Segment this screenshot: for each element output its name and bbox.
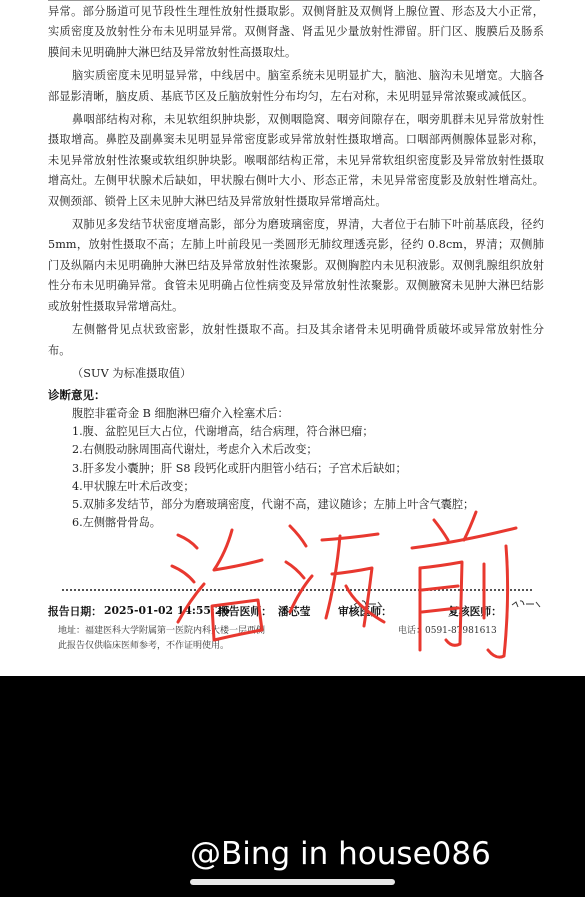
reviewer-signature	[352, 596, 386, 612]
suv-note: （SUV 为标准摄取值）	[72, 366, 192, 380]
report-doctor-label: 报告医师：	[218, 605, 272, 618]
findings-paragraph-abdomen: 异常。部分肠道可见节段性生理性放射性摄取影。双侧肾脏及双侧肾上腺位置、形态及大小正常，实质密度及放射性分布未见明显异常。双侧肾盏、肾盂见少量放射性滞留。肝门区、腹膜后及肠系膜间未见明确肿大淋巴结及异常放射性高摄取灶。	[48, 5, 544, 59]
hospital-address: 地址：福建医科大学附属第一医院内科大楼一层西侧	[58, 626, 266, 636]
report-disclaimer: 此报告仅供临床医师参考，不作证明使用。	[58, 641, 230, 651]
findings-paragraph-chest: 双肺见多发结节状密度增高影，部分为磨玻璃密度，界清，大者位于右肺下叶前基底段，径约 5mm，放射性摄取不高；左肺上叶前段见一类圆形无肺纹理透亮影，径约 0.8cm，界清；双侧肺门及纵隔内未见明确肿大淋巴结及异常放射性浓聚影。双侧胸腔内未见积液影。双侧乳腺组织放射性分布未见明确异常。食管未见明确占位性病变及异常放射性浓聚影。双侧腋窝未见肿大淋巴结影或放射性摄取异常增高灶。	[48, 218, 544, 313]
diagnosis-list	[72, 405, 532, 532]
report-date-value: 2025-01-02 14:55:26	[104, 604, 230, 617]
findings-paragraph-bone: 左侧髂骨见点状致密影，放射性摄取不高。扫及其余诸骨未见明确骨质破坏或异常放射性分布。	[48, 323, 544, 357]
diagnosis-item-4: 4.甲状腺左叶术后改变；	[72, 479, 195, 493]
diagnosis-item-6: 6.左侧髂骨骨岛。	[72, 516, 161, 530]
recheck-label: 复核医师：	[448, 605, 502, 618]
diagnosis-title: 诊断意见：	[48, 388, 106, 402]
watermark-text: @Bing⁠⁠ in house086	[190, 836, 491, 872]
hospital-phone: 电话：0591-87981613	[398, 626, 497, 636]
dotted-divider	[62, 589, 532, 591]
diagnosis-item-2: 2.右侧股动脉周围高代谢灶，考虑介入术后改变；	[72, 443, 318, 457]
report-date-label: 报告日期：	[48, 605, 102, 618]
findings-paragraph-brain: 脑实质密度未见明显异常，中线居中。脑室系统未见明显扩大，脑池、脑沟未见增宽。大脑各部显影清晰，脑皮质、基底节区及丘脑放射性分布均匀，左右对称，未见明显异常浓聚或减低区。	[48, 69, 544, 103]
reviewer-label: 审核医师：	[338, 605, 392, 618]
diagnosis-item-3: 3.肝多发小囊肿；肝 S8 段钙化或肝内胆管小结石；子宫术后缺如；	[72, 461, 407, 475]
top-divider	[48, 0, 540, 1]
diagnosis-lead: 腹腔非霍奇金 B 细胞淋巴瘤介入栓塞术后：	[72, 407, 289, 420]
recheck-signature	[510, 596, 544, 612]
findings-paragraph-head-neck: 鼻咽部结构对称，未见软组织肿块影，双侧咽隐窝、咽旁间隙存在，咽旁肌群未见异常放射性摄取增高。鼻腔及副鼻窦未见明显异常密度影或异常放射性摄取增高。口咽部两侧腺体显影对称，未见异常放射性浓聚或软组织肿块影。喉咽部结构正常，未见异常软组织密度影及异常放射性摄取增高灶。左侧甲状腺术后缺如，甲状腺右侧叶大小、形态正常，未见异常密度影及放射性增高灶。双侧颈部、锁骨上区未见肿大淋巴结及异常放射性摄取异常增高灶。	[48, 113, 544, 208]
findings-section	[48, 2, 544, 387]
diagnosis-item-1: 1.腹、盆腔见巨大占位，代谢增高，结合病理，符合淋巴瘤；	[72, 425, 374, 439]
home-indicator-bar[interactable]	[190, 879, 395, 885]
diagnosis-item-5: 5.双肺多发结节，部分为磨玻璃密度，代谢不高，建议随诊；左肺上叶含气囊腔；	[72, 498, 475, 512]
report-doctor-name: 潘芯莹	[278, 605, 311, 618]
